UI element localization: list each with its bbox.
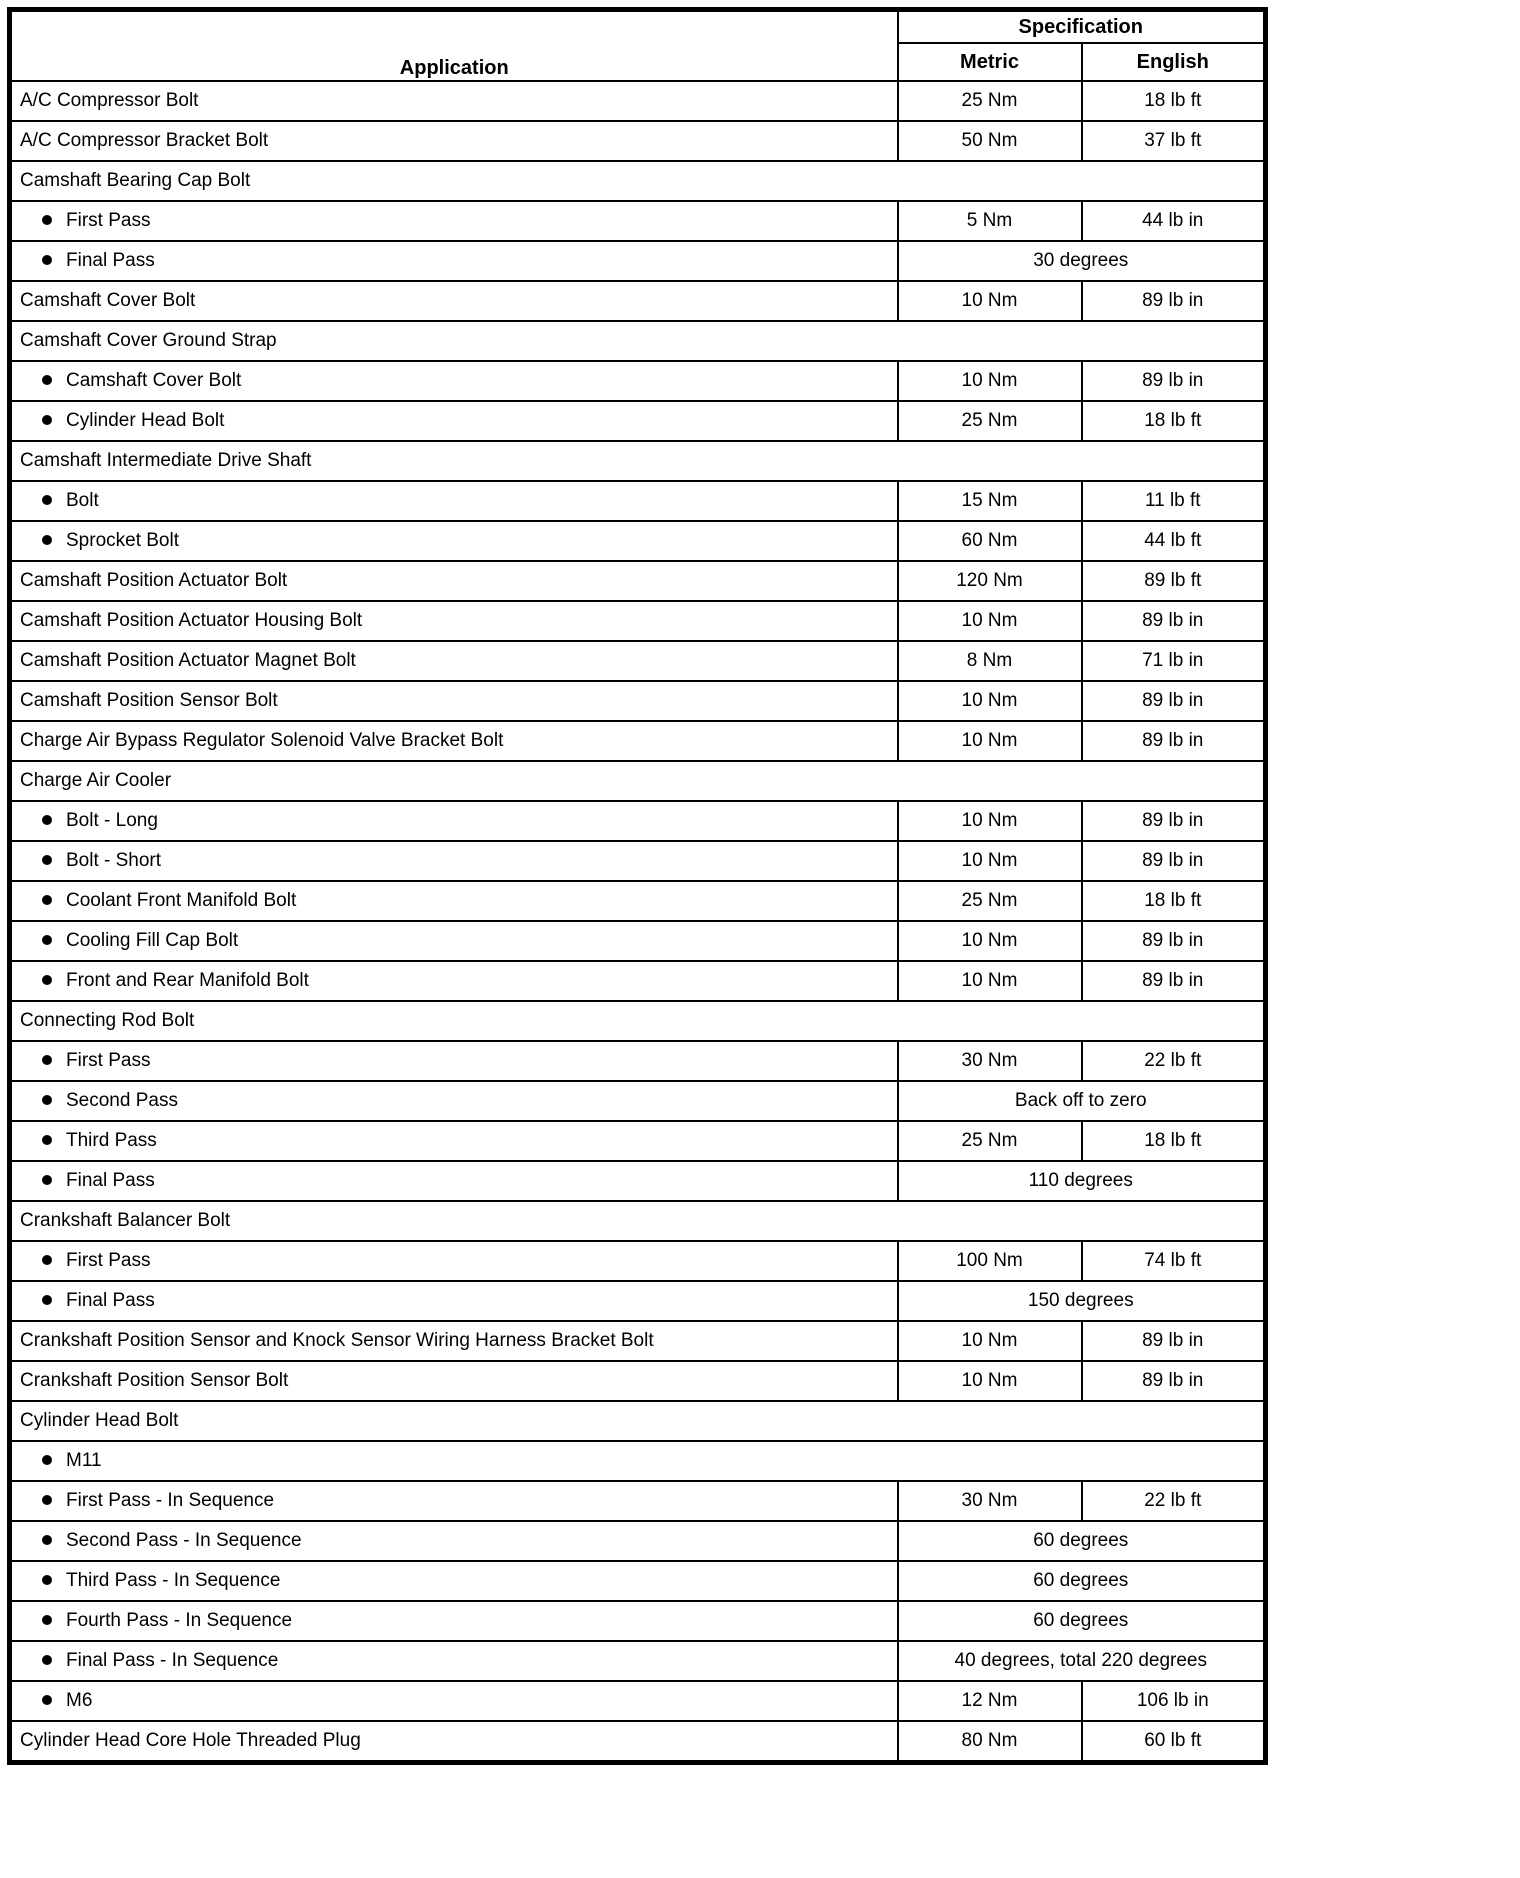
application-cell (10, 521, 898, 561)
english-value-cell: 89 lb in (1082, 601, 1266, 641)
spec-row (10, 601, 1266, 641)
english-value-cell: 22 lb ft (1082, 1041, 1266, 1081)
section-row (10, 161, 1266, 201)
application-label: M6 (66, 1690, 93, 1711)
english-value-cell: 89 lb in (1082, 961, 1266, 1001)
spec-row (10, 1321, 1266, 1361)
application-label: Crankshaft Balancer Bolt (20, 1210, 231, 1231)
application-label: Camshaft Cover Bolt (20, 290, 196, 311)
bullet-icon (42, 895, 52, 905)
english-value-cell: 18 lb ft (1082, 81, 1266, 121)
english-value-cell: 22 lb ft (1082, 1481, 1266, 1521)
metric-value-cell: 100 Nm (898, 1241, 1082, 1281)
specification-column-header: Specification (898, 10, 1266, 44)
bullet-icon (42, 255, 52, 265)
spec-row (10, 1081, 1266, 1121)
section-row (10, 1401, 1266, 1441)
application-cell (10, 1241, 898, 1281)
application-cell (10, 1401, 1266, 1441)
table-header (10, 10, 1266, 82)
english-value-cell: 18 lb ft (1082, 881, 1266, 921)
application-label: A/C Compressor Bracket Bolt (20, 130, 269, 151)
spec-span-cell: 40 degrees, total 220 degrees (898, 1641, 1266, 1681)
english-column-header: English (1082, 43, 1266, 81)
english-value-cell: 44 lb in (1082, 201, 1266, 241)
metric-value-cell: 10 Nm (898, 801, 1082, 841)
bullet-icon (42, 1695, 52, 1705)
bullet-icon (42, 1295, 52, 1305)
header-row-specification (10, 10, 1266, 44)
application-label: Crankshaft Position Sensor Bolt (20, 1370, 289, 1391)
metric-value-cell: 5 Nm (898, 201, 1082, 241)
spec-row (10, 1521, 1266, 1561)
bullet-icon (42, 1175, 52, 1185)
application-label: Coolant Front Manifold Bolt (66, 890, 297, 911)
application-cell (10, 761, 1266, 801)
spec-span-cell: 150 degrees (898, 1281, 1266, 1321)
application-label: Camshaft Bearing Cap Bolt (20, 170, 251, 191)
spec-row (10, 1041, 1266, 1081)
metric-value-cell: 10 Nm (898, 841, 1082, 881)
metric-value-cell: 10 Nm (898, 281, 1082, 321)
spec-row (10, 401, 1266, 441)
application-cell (10, 561, 898, 601)
bullet-icon (42, 1135, 52, 1145)
application-cell (10, 681, 898, 721)
application-column-header: Application (10, 10, 898, 82)
english-value-cell: 44 lb ft (1082, 521, 1266, 561)
english-value-cell: 60 lb ft (1082, 1721, 1266, 1763)
metric-value-cell: 10 Nm (898, 601, 1082, 641)
bullet-icon (42, 415, 52, 425)
metric-value-cell: 15 Nm (898, 481, 1082, 521)
spec-row (10, 721, 1266, 761)
application-cell (10, 1561, 898, 1601)
spec-row (10, 681, 1266, 721)
spec-row (10, 1721, 1266, 1763)
application-label: Third Pass - In Sequence (66, 1570, 281, 1591)
metric-value-cell: 10 Nm (898, 361, 1082, 401)
application-cell (10, 1721, 898, 1763)
english-value-cell: 89 lb in (1082, 721, 1266, 761)
application-label: Final Pass (66, 1170, 155, 1191)
application-cell (10, 241, 898, 281)
application-cell (10, 1641, 898, 1681)
english-value-cell: 71 lb in (1082, 641, 1266, 681)
application-label: Fourth Pass - In Sequence (66, 1610, 293, 1631)
metric-value-cell: 10 Nm (898, 961, 1082, 1001)
application-label: Cylinder Head Bolt (20, 1410, 179, 1431)
metric-value-cell: 50 Nm (898, 121, 1082, 161)
application-label: Front and Rear Manifold Bolt (66, 970, 309, 991)
application-cell (10, 121, 898, 161)
application-label: Camshaft Position Sensor Bolt (20, 690, 278, 711)
application-cell (10, 281, 898, 321)
section-row (10, 1201, 1266, 1241)
application-cell (10, 1081, 898, 1121)
application-label: Connecting Rod Bolt (20, 1010, 195, 1031)
application-cell (10, 401, 898, 441)
metric-column-header: Metric (898, 43, 1082, 81)
application-cell (10, 201, 898, 241)
application-label: Camshaft Position Actuator Housing Bolt (20, 610, 363, 631)
application-label: First Pass (66, 1250, 151, 1271)
spec-span-cell: 30 degrees (898, 241, 1266, 281)
english-value-cell: 74 lb ft (1082, 1241, 1266, 1281)
metric-value-cell: 10 Nm (898, 681, 1082, 721)
section-row (10, 761, 1266, 801)
application-label: Charge Air Bypass Regulator Solenoid Valve Bracket Bolt (20, 730, 504, 751)
spec-table-body (10, 81, 1266, 1763)
application-cell (10, 1201, 1266, 1241)
english-value-cell: 18 lb ft (1082, 401, 1266, 441)
bullet-icon (42, 1255, 52, 1265)
english-value-cell: 89 lb in (1082, 921, 1266, 961)
bullet-icon (42, 1095, 52, 1105)
bullet-icon (42, 975, 52, 985)
bullet-icon (42, 1535, 52, 1545)
spec-row (10, 561, 1266, 601)
application-cell (10, 1161, 898, 1201)
application-label: Camshaft Position Actuator Magnet Bolt (20, 650, 356, 671)
spec-row (10, 1241, 1266, 1281)
application-cell (10, 961, 898, 1001)
application-cell (10, 361, 898, 401)
metric-value-cell: 10 Nm (898, 1361, 1082, 1401)
spec-row (10, 521, 1266, 561)
spec-span-cell: 60 degrees (898, 1601, 1266, 1641)
metric-value-cell: 25 Nm (898, 1121, 1082, 1161)
spec-row (10, 1361, 1266, 1401)
section-row (10, 441, 1266, 481)
english-value-cell: 89 lb in (1082, 841, 1266, 881)
spec-row (10, 121, 1266, 161)
application-label: First Pass (66, 1050, 151, 1071)
bullet-icon (42, 535, 52, 545)
spec-row (10, 841, 1266, 881)
metric-value-cell: 80 Nm (898, 1721, 1082, 1763)
application-label: Second Pass - In Sequence (66, 1530, 302, 1551)
application-label: Camshaft Position Actuator Bolt (20, 570, 288, 591)
english-value-cell: 89 lb in (1082, 281, 1266, 321)
spec-row (10, 1121, 1266, 1161)
application-label: M11 (66, 1450, 102, 1471)
bullet-icon (42, 375, 52, 385)
application-cell (10, 841, 898, 881)
application-cell (10, 161, 1266, 201)
application-label: Bolt (66, 490, 99, 511)
bullet-icon (42, 1055, 52, 1065)
application-label: Final Pass (66, 250, 155, 271)
application-cell (10, 1441, 1266, 1481)
english-value-cell: 89 lb in (1082, 681, 1266, 721)
spec-row (10, 1481, 1266, 1521)
application-label: Sprocket Bolt (66, 530, 179, 551)
bullet-icon (42, 215, 52, 225)
english-value-cell: 89 lb ft (1082, 561, 1266, 601)
bullet-icon (42, 855, 52, 865)
spec-row (10, 281, 1266, 321)
application-label: A/C Compressor Bolt (20, 90, 199, 111)
english-value-cell: 18 lb ft (1082, 1121, 1266, 1161)
bullet-icon (42, 815, 52, 825)
spec-row (10, 1281, 1266, 1321)
metric-value-cell: 25 Nm (898, 81, 1082, 121)
bullet-icon (42, 935, 52, 945)
application-cell (10, 1121, 898, 1161)
bullet-icon (42, 1495, 52, 1505)
spec-row (10, 961, 1266, 1001)
spec-span-cell: 60 degrees (898, 1561, 1266, 1601)
bullet-icon (42, 495, 52, 505)
application-cell (10, 1521, 898, 1561)
english-value-cell: 89 lb in (1082, 1321, 1266, 1361)
spec-row (10, 1561, 1266, 1601)
spec-row (10, 921, 1266, 961)
fastener-spec-table (7, 7, 1268, 1765)
application-cell (10, 1481, 898, 1521)
metric-value-cell: 8 Nm (898, 641, 1082, 681)
spec-row (10, 1641, 1266, 1681)
application-label: First Pass (66, 210, 151, 231)
spec-row (10, 1601, 1266, 1641)
application-label: Camshaft Intermediate Drive Shaft (20, 450, 312, 471)
application-cell (10, 1321, 898, 1361)
spec-row (10, 641, 1266, 681)
english-value-cell: 106 lb in (1082, 1681, 1266, 1721)
application-cell (10, 601, 898, 641)
application-cell (10, 801, 898, 841)
spec-row (10, 481, 1266, 521)
application-label: Camshaft Cover Ground Strap (20, 330, 277, 351)
english-value-cell: 37 lb ft (1082, 121, 1266, 161)
application-label: Crankshaft Position Sensor and Knock Sensor Wiring Harness Bracket Bolt (20, 1330, 654, 1351)
spec-span-cell: Back off to zero (898, 1081, 1266, 1121)
spec-span-cell: 110 degrees (898, 1161, 1266, 1201)
spec-row (10, 801, 1266, 841)
application-label: Bolt - Short (66, 850, 162, 871)
english-value-cell: 89 lb in (1082, 361, 1266, 401)
application-label: Final Pass - In Sequence (66, 1650, 279, 1671)
application-cell (10, 321, 1266, 361)
metric-value-cell: 25 Nm (898, 401, 1082, 441)
metric-value-cell: 30 Nm (898, 1041, 1082, 1081)
application-cell (10, 81, 898, 121)
section-row (10, 1441, 1266, 1481)
spec-row (10, 81, 1266, 121)
application-label: Second Pass (66, 1090, 178, 1111)
application-label: Camshaft Cover Bolt (66, 370, 242, 391)
metric-value-cell: 12 Nm (898, 1681, 1082, 1721)
application-cell (10, 1001, 1266, 1041)
english-value-cell: 89 lb in (1082, 1361, 1266, 1401)
application-cell (10, 921, 898, 961)
spec-row (10, 361, 1266, 401)
spec-span-cell: 60 degrees (898, 1521, 1266, 1561)
spec-row (10, 241, 1266, 281)
application-cell (10, 481, 898, 521)
application-label: Cylinder Head Bolt (66, 410, 225, 431)
application-cell (10, 441, 1266, 481)
application-cell (10, 721, 898, 761)
metric-value-cell: 120 Nm (898, 561, 1082, 601)
metric-value-cell: 10 Nm (898, 721, 1082, 761)
application-cell (10, 1041, 898, 1081)
spec-row (10, 881, 1266, 921)
bullet-icon (42, 1655, 52, 1665)
application-cell (10, 1601, 898, 1641)
application-label: Third Pass (66, 1130, 157, 1151)
metric-value-cell: 25 Nm (898, 881, 1082, 921)
application-label: Final Pass (66, 1290, 155, 1311)
application-cell (10, 641, 898, 681)
application-label: Charge Air Cooler (20, 770, 172, 791)
metric-value-cell: 60 Nm (898, 521, 1082, 561)
application-label: Cylinder Head Core Hole Threaded Plug (20, 1730, 361, 1751)
metric-value-cell: 10 Nm (898, 1321, 1082, 1361)
application-label: First Pass - In Sequence (66, 1490, 275, 1511)
bullet-icon (42, 1575, 52, 1585)
metric-value-cell: 10 Nm (898, 921, 1082, 961)
english-value-cell: 89 lb in (1082, 801, 1266, 841)
spec-row (10, 1681, 1266, 1721)
application-cell (10, 1681, 898, 1721)
section-row (10, 1001, 1266, 1041)
section-row (10, 321, 1266, 361)
english-value-cell: 11 lb ft (1082, 481, 1266, 521)
metric-value-cell: 30 Nm (898, 1481, 1082, 1521)
bullet-icon (42, 1615, 52, 1625)
application-label: Bolt - Long (66, 810, 158, 831)
application-cell (10, 881, 898, 921)
application-label: Cooling Fill Cap Bolt (66, 930, 239, 951)
spec-row (10, 1161, 1266, 1201)
application-cell (10, 1361, 898, 1401)
bullet-icon (42, 1455, 52, 1465)
spec-row (10, 201, 1266, 241)
application-cell (10, 1281, 898, 1321)
